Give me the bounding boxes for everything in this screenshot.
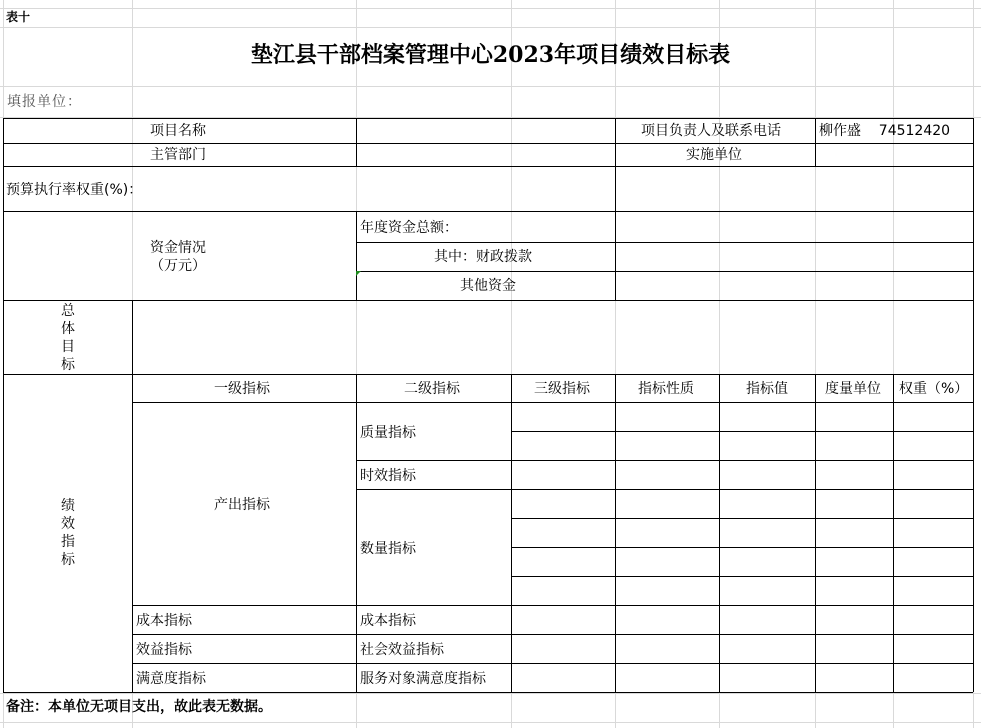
project-leader-value[interactable]: 柳作盛 74512420 bbox=[819, 123, 951, 139]
annual-total-label: 年度资金总额： bbox=[360, 220, 458, 236]
satisfaction-indicator-l2: 服务对象满意度指标 bbox=[360, 671, 486, 687]
benefit-indicator-l2: 社会效益指标 bbox=[360, 642, 444, 658]
header-level2: 二级指标 bbox=[404, 381, 460, 397]
performance-label: 绩效指标 bbox=[61, 498, 75, 568]
budget-weight-label: 预算执行率权重(%)： bbox=[6, 182, 143, 198]
output-indicator-label: 产出指标 bbox=[214, 497, 270, 513]
page-title: 垫江县干部档案管理中心2023年项目绩效目标表 bbox=[250, 42, 731, 68]
cost-indicator-l1: 成本指标 bbox=[136, 613, 192, 629]
project-leader-label: 项目负责人及联系电话 bbox=[641, 123, 781, 139]
header-value: 指标值 bbox=[746, 381, 788, 397]
cost-indicator-l2: 成本指标 bbox=[360, 613, 416, 629]
quality-indicator-label: 质量指标 bbox=[360, 425, 416, 441]
header-level1: 一级指标 bbox=[214, 381, 270, 397]
dept-label: 主管部门 bbox=[150, 147, 206, 163]
timeliness-indicator-label: 时效指标 bbox=[360, 468, 416, 484]
overall-goal-label: 总体目标 bbox=[61, 303, 75, 373]
benefit-indicator-l1: 效益指标 bbox=[136, 642, 192, 658]
footnote: 备注：本单位无项目支出，故此表无数据。 bbox=[6, 699, 272, 715]
header-nature: 指标性质 bbox=[638, 381, 694, 397]
header-unit: 度量单位 bbox=[825, 381, 881, 397]
quantity-indicator-label: 数量指标 bbox=[360, 541, 416, 557]
fill-unit-label: 填报单位： bbox=[7, 94, 82, 110]
other-funds-label: 其他资金 bbox=[460, 278, 516, 294]
header-weight: 权重（%） bbox=[899, 381, 969, 397]
header-level3: 三级指标 bbox=[534, 381, 590, 397]
project-name-label: 项目名称 bbox=[150, 123, 206, 139]
corner-label: 表十 bbox=[6, 10, 31, 24]
funding-label: 资金情况 bbox=[150, 240, 206, 256]
funding-unit-label: （万元） bbox=[150, 258, 206, 274]
impl-unit-label: 实施单位 bbox=[686, 147, 742, 163]
satisfaction-indicator-l1: 满意度指标 bbox=[136, 671, 206, 687]
fiscal-label: 其中：财政拨款 bbox=[434, 249, 532, 265]
